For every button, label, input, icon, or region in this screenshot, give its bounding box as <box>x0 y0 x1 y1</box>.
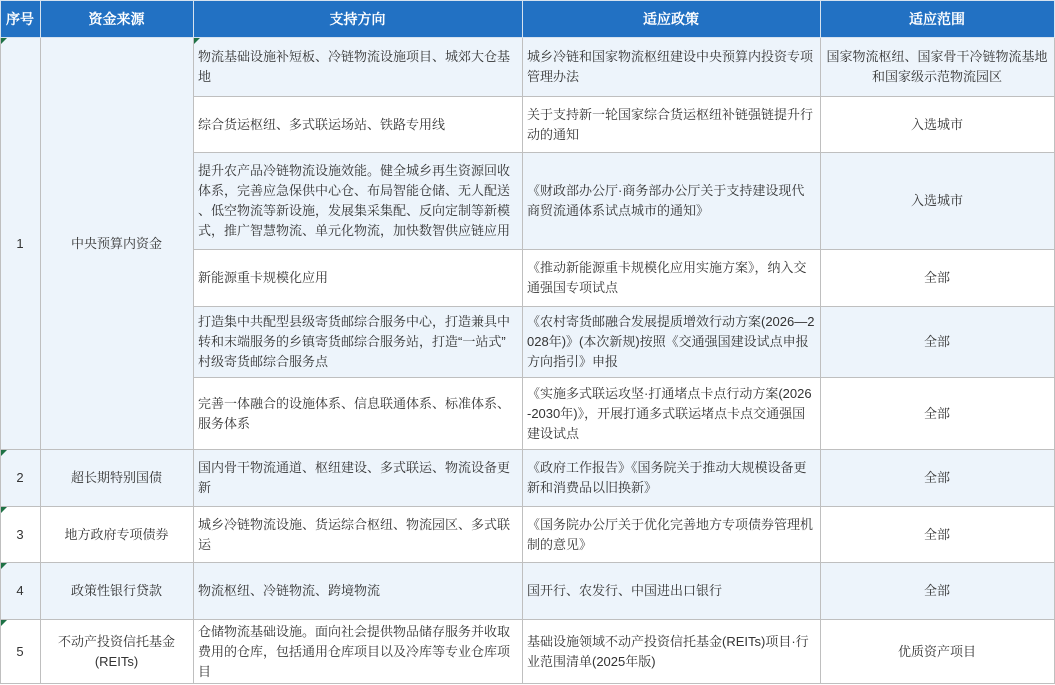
support-direction-cell <box>194 563 523 620</box>
support-direction-cell <box>194 620 523 684</box>
scope-text: 优质资产项目 <box>897 643 976 659</box>
row-number-cell <box>1 620 41 684</box>
support-direction-text: 提升农产品冷链物流设施效能。健全城乡再生资源回收体系，完善应急保供中心仓、布局智能仓储、无人配送、低空物流等新设施，发展集采集配、反向定制等新模式，推广智慧物流、单元化物流，加快数智供应链应用 <box>198 163 511 238</box>
scope-cell <box>821 450 1055 507</box>
policy-cell <box>523 38 821 97</box>
row-number: 3 <box>16 526 24 542</box>
scope-cell <box>821 620 1055 684</box>
header-cell-support-direction <box>194 1 523 38</box>
header-cell-policy <box>523 1 821 38</box>
scope-text: 全部 <box>923 526 950 542</box>
scope-text: 全部 <box>923 405 950 421</box>
scope-cell <box>821 378 1055 450</box>
funding-source-cell <box>41 507 194 563</box>
header-policy-label: 适应政策 <box>643 11 699 27</box>
policy-cell <box>523 450 821 507</box>
policy-cell <box>523 250 821 307</box>
table-row <box>1 450 1055 507</box>
support-direction-text: 综合货运枢纽、多式联运场站、铁路专用线 <box>198 116 446 132</box>
policy-text: 关于支持新一轮国家综合货运枢纽补链强链提升行动的通知 <box>527 106 814 142</box>
scope-text: 全部 <box>923 583 950 598</box>
policy-cell <box>523 97 821 153</box>
error-indicator-icon <box>194 38 200 44</box>
funding-source-cell <box>41 450 194 507</box>
funding-source-label: 超长期特别国债 <box>70 470 162 485</box>
error-indicator-icon <box>1 450 7 456</box>
support-direction-cell <box>194 250 523 307</box>
support-direction-text: 完善一体融合的设施体系、信息联通体系、标准体系、服务体系 <box>198 395 511 431</box>
header-scope-label: 适应范围 <box>909 11 965 27</box>
policy-cell <box>523 378 821 450</box>
header-number-label: 序号 <box>6 11 34 27</box>
support-direction-cell <box>194 38 523 97</box>
scope-cell <box>821 153 1055 250</box>
error-indicator-icon <box>1 620 7 626</box>
header-cell-number <box>1 1 41 38</box>
funding-source-label: 地方政府专项债券 <box>64 526 169 542</box>
header-cell-funding-source <box>41 1 194 38</box>
support-direction-text: 新能源重卡规模化应用 <box>198 270 329 285</box>
support-direction-text: 物流基础设施补短板、冷链物流设施项目、城郊大仓基地 <box>198 49 511 84</box>
support-direction-cell <box>194 378 523 450</box>
error-indicator-icon <box>1 38 7 44</box>
header-funding-source-label: 资金来源 <box>88 11 145 27</box>
row-number-cell <box>1 507 41 563</box>
error-indicator-icon <box>1 507 7 513</box>
policy-text: 城乡冷链和国家物流枢纽建设中央预算内投资专项管理办法 <box>527 49 814 84</box>
scope-cell <box>821 250 1055 307</box>
scope-cell <box>821 307 1055 378</box>
policy-text: 《实施多式联运攻坚·打通堵点卡点行动方案(2026-2030年)》，开展打通多式联运堵点卡点交通强国建设试点 <box>527 385 812 441</box>
support-direction-text: 仓储物流基础设施。面向社会提供物品储存服务并收取费用的仓库，包括通用仓库项目以及冷库等专业仓库项目 <box>198 623 511 679</box>
support-direction-text: 城乡冷链物流设施、货运综合枢纽、物流园区、多式联运 <box>198 516 511 552</box>
policy-text: 《财政部办公厅·商务部办公厅关于支持建设现代商贸流通体系试点城市的通知》 <box>527 183 805 218</box>
support-direction-cell <box>194 97 523 153</box>
row-number: 2 <box>16 470 24 485</box>
funding-source-label: 不动产投资信托基金(REITs) <box>57 633 175 669</box>
policy-text: 《国务院办公厅关于优化完善地方专项债券管理机制的意见》 <box>527 516 814 552</box>
table-row <box>1 620 1055 684</box>
scope-text: 全部 <box>923 470 950 485</box>
policy-cell <box>523 620 821 684</box>
header-cell-scope <box>821 1 1055 38</box>
row-number-cell <box>1 450 41 507</box>
scope-cell <box>821 97 1055 153</box>
scope-text: 国家物流枢纽、国家骨干冷链物流基地和国家级示范物流园区 <box>826 49 1048 84</box>
row-number-cell <box>1 38 41 450</box>
support-direction-text: 打造集中共配型县级寄货邮综合服务中心，打造兼具中转和末端服务的乡镇寄货邮综合服务站，打造“一站式”村级寄货邮综合服务点 <box>198 314 511 369</box>
scope-text: 全部 <box>923 270 950 285</box>
policy-text: 《农村寄货邮融合发展提质增效行动方案(2026—2028年)》(本次新规)按照《交通强国建设试点申报方向指引》申报 <box>527 314 815 369</box>
header-support-direction-label: 支持方向 <box>329 11 386 27</box>
policy-cell <box>523 507 821 563</box>
policy-text: 基础设施领域不动产投资信托基金(REITs)项目·行业范围清单(2025年版) <box>527 633 809 669</box>
policy-text: 国开行、农发行、中国进出口银行 <box>527 583 723 598</box>
support-direction-cell <box>194 307 523 378</box>
row-number: 5 <box>16 643 24 659</box>
row-number: 4 <box>16 583 24 598</box>
scope-cell <box>821 507 1055 563</box>
table-row <box>1 507 1055 563</box>
scope-text: 入选城市 <box>910 193 963 208</box>
row-number-cell <box>1 563 41 620</box>
funding-source-label: 政策性银行贷款 <box>70 583 162 598</box>
funding-source-label: 中央预算内资金 <box>70 235 162 251</box>
scope-text: 入选城市 <box>910 116 963 132</box>
support-direction-cell <box>194 450 523 507</box>
row-number: 1 <box>16 235 24 251</box>
policy-text: 《政府工作报告》《国务院关于推动大规模设备更新和消费品以旧换新》 <box>527 460 807 495</box>
support-direction-text: 国内骨干物流通道、枢纽建设、多式联运、物流设备更新 <box>198 460 511 495</box>
policy-cell <box>523 307 821 378</box>
policy-cell <box>523 563 821 620</box>
scope-cell <box>821 38 1055 97</box>
funding-source-cell <box>41 620 194 684</box>
policy-text: 《推动新能源重卡规模化应用实施方案》，纳入交通强国专项试点 <box>527 260 807 295</box>
table-row <box>1 563 1055 620</box>
header-row <box>1 1 1055 38</box>
funding-source-cell <box>41 563 194 620</box>
support-direction-text: 物流枢纽、冷链物流、跨境物流 <box>198 583 381 598</box>
policy-cell <box>523 153 821 250</box>
error-indicator-icon <box>1 563 7 569</box>
support-direction-cell <box>194 507 523 563</box>
support-direction-cell <box>194 153 523 250</box>
funding-source-cell <box>41 38 194 450</box>
scope-text: 全部 <box>923 334 950 349</box>
table-row <box>1 38 1055 97</box>
scope-cell <box>821 563 1055 620</box>
